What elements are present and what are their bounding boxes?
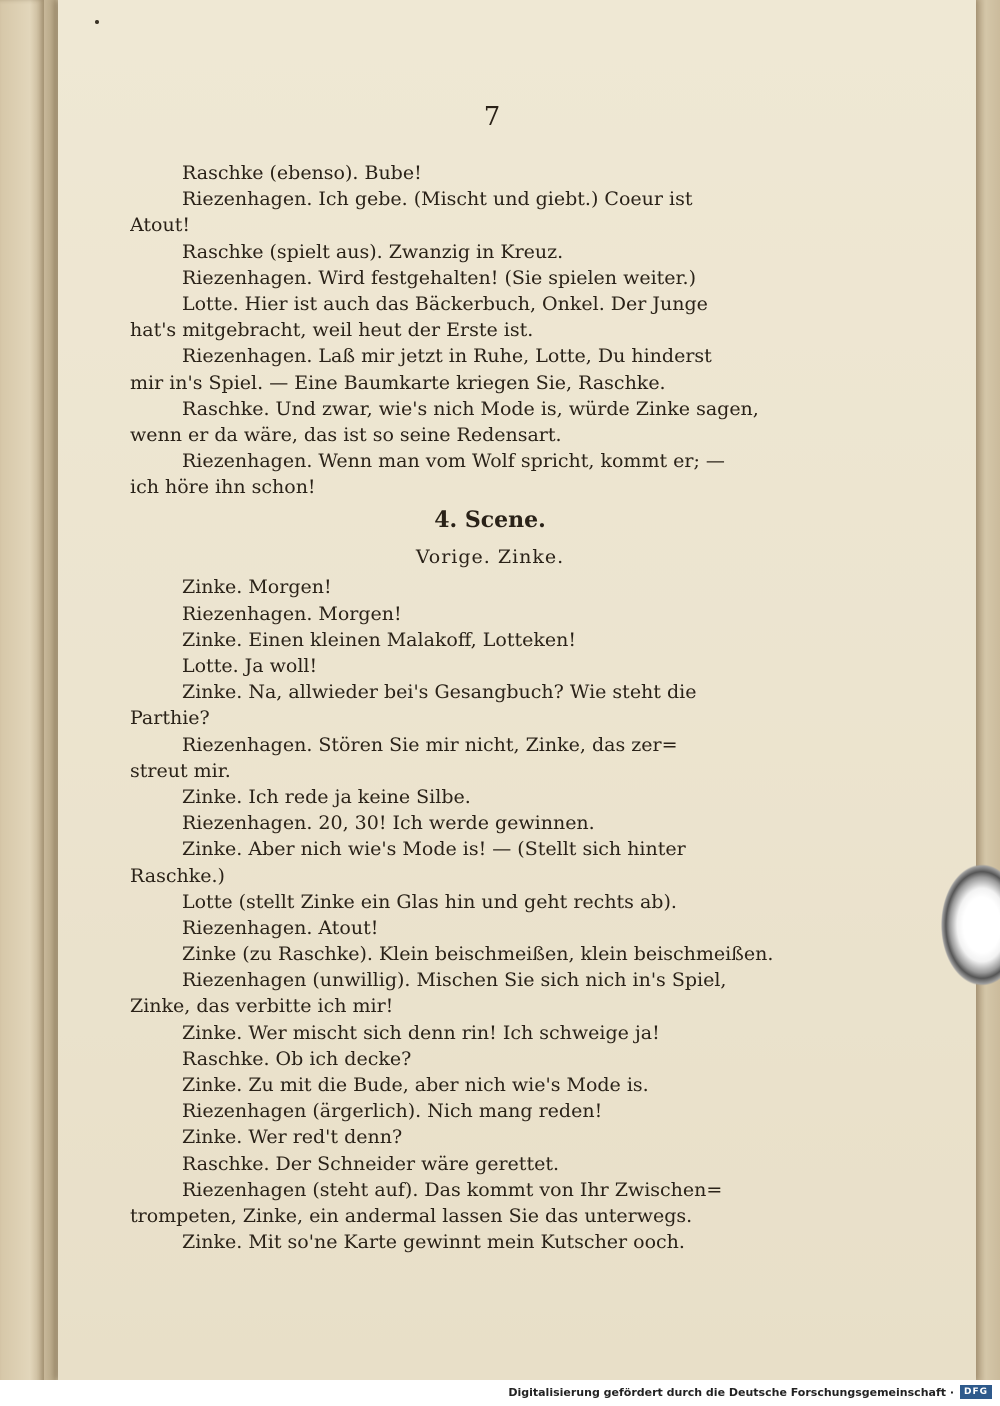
scene-heading: 4. Scene. xyxy=(434,507,546,534)
text-line: Raschke. Und zwar, wie's nich Mode is, würde Zinke sagen, xyxy=(182,397,759,420)
text-line: Zinke. Zu mit die Bude, aber nich wie's Mode is. xyxy=(182,1074,649,1096)
ink-dot xyxy=(95,20,99,24)
text-line: Riezenhagen. Morgen! xyxy=(182,602,402,625)
text-line: Atout! xyxy=(130,214,190,237)
text-line: Lotte. Hier ist auch das Bäckerbuch, Onkel. Der Junge xyxy=(182,292,708,315)
text-line: Zinke. Einen kleinen Malakoff, Lotteken! xyxy=(182,628,576,651)
text-line: Zinke. Wer mischt sich denn rin! Ich schweige ja! xyxy=(182,1021,660,1044)
text-line: Riezenhagen (steht auf). Das kommt von Ihr Zwischen= xyxy=(182,1178,723,1201)
text-line: Zinke, das verbitte ich mir! xyxy=(130,995,394,1018)
text-line: Raschke. Der Schneider wäre gerettet. xyxy=(182,1152,559,1175)
digitization-credit: Digitalisierung gefördert durch die Deutsche Forschungsgemeinschaft · xyxy=(508,1386,954,1399)
text-line: Riezenhagen. Wenn man vom Wolf spricht, kommt er; — xyxy=(182,450,725,473)
text-line: Zinke. Mit so'ne Karte gewinnt mein Kutscher ooch. xyxy=(182,1231,685,1254)
text-line: ich höre ihn schon! xyxy=(130,476,316,499)
text-line: Riezenhagen. Stören Sie mir nicht, Zinke, das zer= xyxy=(182,733,678,756)
scene-cast: Vorige. Zinke. xyxy=(415,546,565,569)
text-line: Riezenhagen (ärgerlich). Nich mang reden! xyxy=(182,1100,603,1123)
page-number: 7 xyxy=(483,102,501,132)
text-line: Raschke (ebenso). Bube! xyxy=(182,162,422,184)
dialogue-block-scene-3 xyxy=(130,160,850,500)
text-line: Lotte (stellt Zinke ein Glas hin und geht rechts ab). xyxy=(182,890,677,913)
text-line: Riezenhagen (unwillig). Mischen Sie sich nich in's Spiel, xyxy=(182,969,727,992)
text-line: Parthie? xyxy=(130,707,210,730)
play-text xyxy=(130,160,850,1255)
text-line: Raschke (spielt aus). Zwanzig in Kreuz. xyxy=(182,240,564,263)
text-line: Riezenhagen. Ich gebe. (Mischt und giebt.) Coeur ist xyxy=(182,188,693,211)
text-line: Zinke. Wer red't denn? xyxy=(182,1126,403,1149)
text-line: trompeten, Zinke, ein andermal lassen Sie das unterwegs. xyxy=(130,1204,693,1227)
text-line: Zinke. Ich rede ja keine Silbe. xyxy=(182,785,471,808)
text-line: Riezenhagen. Wird festgehalten! (Sie spielen weiter.) xyxy=(182,266,696,289)
text-line: streut mir. xyxy=(130,759,231,782)
text-line: Raschke. Ob ich decke? xyxy=(182,1047,412,1070)
text-line: mir in's Spiel. — Eine Baumkarte kriegen Sie, Raschke. xyxy=(130,371,666,394)
text-line: Lotte. Ja woll! xyxy=(182,655,318,677)
previous-page-edge xyxy=(0,0,44,1406)
dialogue-block-scene-4 xyxy=(130,574,850,1255)
text-line: wenn er da wäre, das ist so seine Redensart. xyxy=(130,423,562,446)
text-line: hat's mitgebracht, weil heut der Erste ist. xyxy=(130,319,534,342)
text-line: Zinke. Morgen! xyxy=(182,576,332,599)
text-line: Riezenhagen. 20, 30! Ich werde gewinnen. xyxy=(182,812,595,835)
text-line: Raschke.) xyxy=(130,864,225,887)
text-line: Riezenhagen. Atout! xyxy=(182,916,379,939)
text-line: Zinke (zu Raschke). Klein beischmeißen, klein beischmeißen. xyxy=(182,943,774,966)
book-edge-right xyxy=(976,0,1000,1380)
text-line: Zinke. Na, allwieder bei's Gesangbuch? Wie steht die xyxy=(182,681,697,704)
dfg-logo: DFG xyxy=(960,1385,992,1399)
text-line: Zinke. Aber nich wie's Mode is! — (Stellt sich hinter xyxy=(182,838,686,861)
text-line: Riezenhagen. Laß mir jetzt in Ruhe, Lotte, Du hinderst xyxy=(182,345,712,368)
